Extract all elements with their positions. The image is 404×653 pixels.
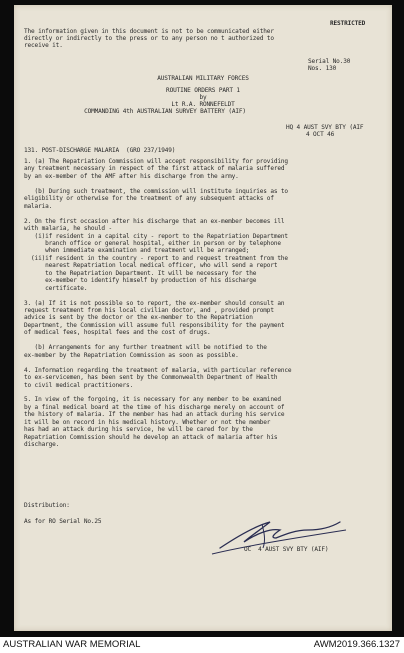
order-body-line: 5. In view of the forgoing, it is necessary for any member to be examined [24, 396, 281, 404]
order-body-line: Department, the Commission will assume full responsibility for the payment [24, 321, 285, 329]
order-body-line: when immediate examination and treatment will be arranged; [24, 247, 250, 255]
notice-line-1: The information given in this document is not to be communicated either [24, 28, 274, 35]
orders-title: ROUTINE ORDERS PART 1 [166, 87, 240, 94]
notice-line-2: directly or indirectly to the press or to any person no t authorized to [24, 35, 274, 42]
order-body-line: any treatment necessary in respect of the first attack of malaria suffered [24, 165, 285, 173]
officer-name: Lt R.A. RONNEFELDT [171, 101, 235, 108]
order-date: 4 OCT 46 [306, 131, 335, 138]
order-body-line: (i)if resident in a capital city - report to the Repatriation Department [24, 232, 288, 240]
distribution-label: Distribution: [24, 502, 70, 509]
order-body-line: has had an attack during his service, he will be cared for by the [24, 426, 253, 434]
order-body-line: branch office or general hospital, either in person or by telephone [24, 239, 281, 247]
notice-line-3: receive it. [24, 42, 63, 49]
order-body-line: to civil medical practitioners. [24, 381, 134, 389]
order-body-line: 2. On the first occasion after his discharge that an ex-member becomes ill [24, 217, 285, 225]
order-body-line: the history of malaria. If the member has had an attack during his service [24, 411, 285, 419]
order-body-line: 4. Information regarding the treatment of malaria, with particular reference [24, 366, 292, 374]
order-body-line: ex-member to identify himself by production of his discharge [24, 277, 257, 285]
order-body-line: discharge. [24, 441, 60, 449]
order-body-line: eligibility or otherwise for the treatment of any subsequent attacks of [24, 195, 274, 203]
order-body-line: malaria. [24, 202, 53, 210]
order-body-line: (b) Arrangements for any further treatment will be notified to the [24, 344, 267, 352]
order-body-line: 3. (a) If it is not possible so to report, the ex-member should consult an [24, 299, 285, 307]
order-body-line: certificate. [24, 284, 88, 292]
order-body-line: to ex-servicemen, has been sent by the Commonwealth Department of Health [24, 374, 278, 382]
order-body-line: request treatment from his local civilian doctor, and , provided prompt [24, 307, 274, 314]
footer-bar [0, 637, 404, 653]
order-body-line: to the Repatriation Department. It will be necessary for the [24, 269, 257, 277]
order-body-line: by an ex-member of the AMF after his discharge from the army. [24, 172, 239, 180]
serial-nos: Nos. 130 [308, 65, 337, 72]
serial-number: Serial No.30 [308, 58, 351, 65]
signature-unit: OC 4 AUST SVY BTY (AIF) [244, 546, 329, 553]
unit-reference: HQ 4 AUST SVY BTY (AIF [286, 124, 364, 131]
order-body-line: Repatriation Commission should he develop an attack of malaria after his [24, 433, 278, 441]
commanding-line: COMMANDING 4th AUSTRALIAN SURVEY BATTERY (AIF) [84, 108, 246, 115]
order-body-line: it will be on record in his medical history. Whether or not the member [24, 418, 271, 426]
order-body-line: ex-member by the Repatriation Commission as soon as possible. [24, 351, 239, 359]
order-body-line: of medical fees, hospital fees and the cost of drugs. [24, 329, 211, 337]
order-body-line: with malaria, he should - [24, 225, 112, 233]
distribution-text: As for RO Serial No.25 [24, 518, 102, 525]
orders-by: by [199, 94, 207, 101]
org-heading: AUSTRALIAN MILITARY FORCES [157, 75, 249, 82]
footer-accession-number: AWM2019.366.1327 [313, 639, 400, 650]
order-body-line: 1. (a) The Repatriation Commission will accept responsibility for providing [24, 158, 288, 165]
order-body-line: nearest Repatriation local medical officer, who will send a report [24, 262, 278, 270]
order-body-line: (b) During such treatment, the commission will institute inquiries as to [24, 187, 288, 195]
footer-institution: AUSTRALIAN WAR MEMORIAL [3, 639, 141, 650]
order-body-line: (ii)if resident in the country - report to and request treatment from the [24, 254, 288, 262]
order-heading: 131. POST-DISCHARGE MALARIA (GRO 237/1949) [24, 147, 176, 154]
order-body-line: advice is sent by the doctor or the ex-member to the Repatriation [24, 314, 253, 322]
classification-stamp: RESTRICTED [330, 20, 366, 27]
order-body-line: by a final medical board at the time of his discharge merely on account of [24, 403, 285, 411]
